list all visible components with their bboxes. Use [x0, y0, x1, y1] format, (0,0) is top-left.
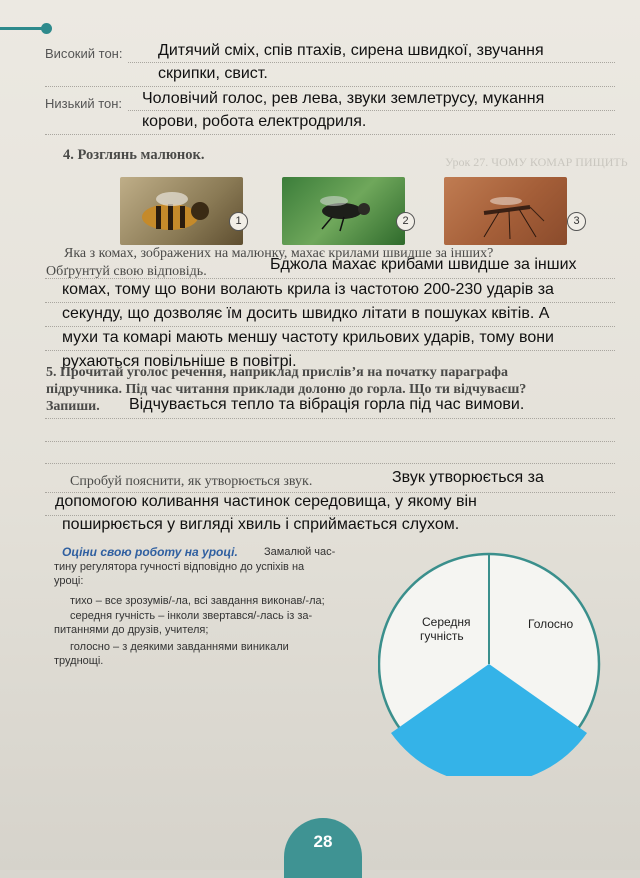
task-4-answer-line-2: комах, тому що вони волають крила із частотою 200-230 ударів за	[62, 281, 554, 298]
page-number: 28	[284, 818, 362, 878]
evaluation-medium-1: середня гучність – інколи звертався/-лась із за-	[70, 610, 313, 622]
task-6-answer-line-3: поширюється у вигляді хвиль і сприймається слухом.	[62, 516, 460, 533]
photo-number-1: 1	[229, 212, 248, 231]
evaluation-intro-1: Замалюй час-	[264, 546, 336, 558]
dial-medium-label-1: Середня	[422, 615, 471, 629]
task-4-answer-line-4: мухи та комарі мають меншу частоту крильових ударів, тому вони	[62, 329, 554, 346]
bee-photo	[120, 177, 243, 245]
task-5-text-3: Запиши.	[46, 399, 100, 414]
answer-line	[45, 418, 615, 419]
low-tone-answer-line-1: Чоловічий голос, рев лева, звуки землетрусу, мукання	[142, 90, 545, 107]
photo-number-2: 2	[396, 212, 415, 231]
mosquito-photo	[444, 177, 567, 245]
high-tone-label: Високий тон:	[45, 46, 123, 61]
top-accent-dot	[41, 23, 52, 34]
high-tone-answer-line-2: скрипки, свист.	[158, 65, 268, 82]
bee-icon	[120, 177, 243, 245]
mosquito-icon	[444, 177, 567, 245]
dial-medium-label-2: гучність	[420, 629, 464, 643]
answer-line	[45, 463, 615, 464]
task-4-answer-line-3: секунду, що дозволяє їм досить швидко літати в пошуках квітів. А	[62, 305, 550, 322]
evaluation-title: Оціни свою роботу на уроці.	[62, 545, 238, 559]
low-tone-answer-line-2: корови, робота електродриля.	[142, 113, 367, 130]
evaluation-medium-2: питаннями до друзів, учителя;	[54, 624, 209, 636]
volume-dial[interactable]	[378, 536, 618, 776]
dial-loud-label: Голосно	[528, 617, 574, 631]
evaluation-loud-1: голосно – з деякими завданнями виникали	[70, 641, 289, 653]
fly-icon	[282, 177, 405, 245]
photo-number-3: 3	[567, 212, 586, 231]
fly-photo	[282, 177, 405, 245]
low-tone-label: Низький тон:	[45, 96, 123, 111]
task-4-justify: Обґрунтуй свою відповідь.	[46, 264, 207, 279]
high-tone-answer-line-1: Дитячий сміх, спів птахів, сирена швидкої, звучання	[158, 42, 544, 59]
task-6-answer-line-2: допомогою коливання частинок середовища, у якому він	[55, 493, 477, 510]
task-6-answer-line-1: Звук утворюється за	[392, 469, 544, 486]
task-4-answer-line-5: рухаються повільніше в повітрі.	[62, 353, 297, 370]
bleed-through-text: Урок 27. ЧОМУ КОМАР ПИЩИТЬ	[445, 155, 628, 169]
evaluation-quiet: тихо – все зрозумів/-ла, всі завдання виконав/-ла;	[70, 595, 325, 607]
evaluation-intro-2: тину регулятора гучності відповідно до успіхів на	[54, 561, 305, 573]
answer-line	[45, 441, 615, 442]
task-5-text-2: підручника. Під час читання приклади долоню до горла. Що ти відчуваєш?	[46, 382, 527, 397]
evaluation-loud-2: труднощі.	[54, 655, 104, 667]
evaluation-intro-3: уроці:	[54, 575, 84, 587]
task-5-answer: Відчувається тепло та вібрація горла під час вимови.	[129, 396, 525, 413]
task-4-heading: 4. Розглянь малюнок.	[63, 147, 205, 163]
task-5-text-1: 5. Прочитай уголос речення, наприклад прислів’я на початку параграфа	[46, 365, 508, 380]
task-4-question: Яка з комах, зображених на малюнку, махає крилами швидше за інших?	[64, 246, 494, 261]
answer-line	[45, 134, 615, 135]
task-4-answer-line-1: Бджола махає крибами швидше за інших	[270, 256, 577, 273]
task-6-question: Спробуй пояснити, як утворюється звук.	[70, 474, 313, 489]
